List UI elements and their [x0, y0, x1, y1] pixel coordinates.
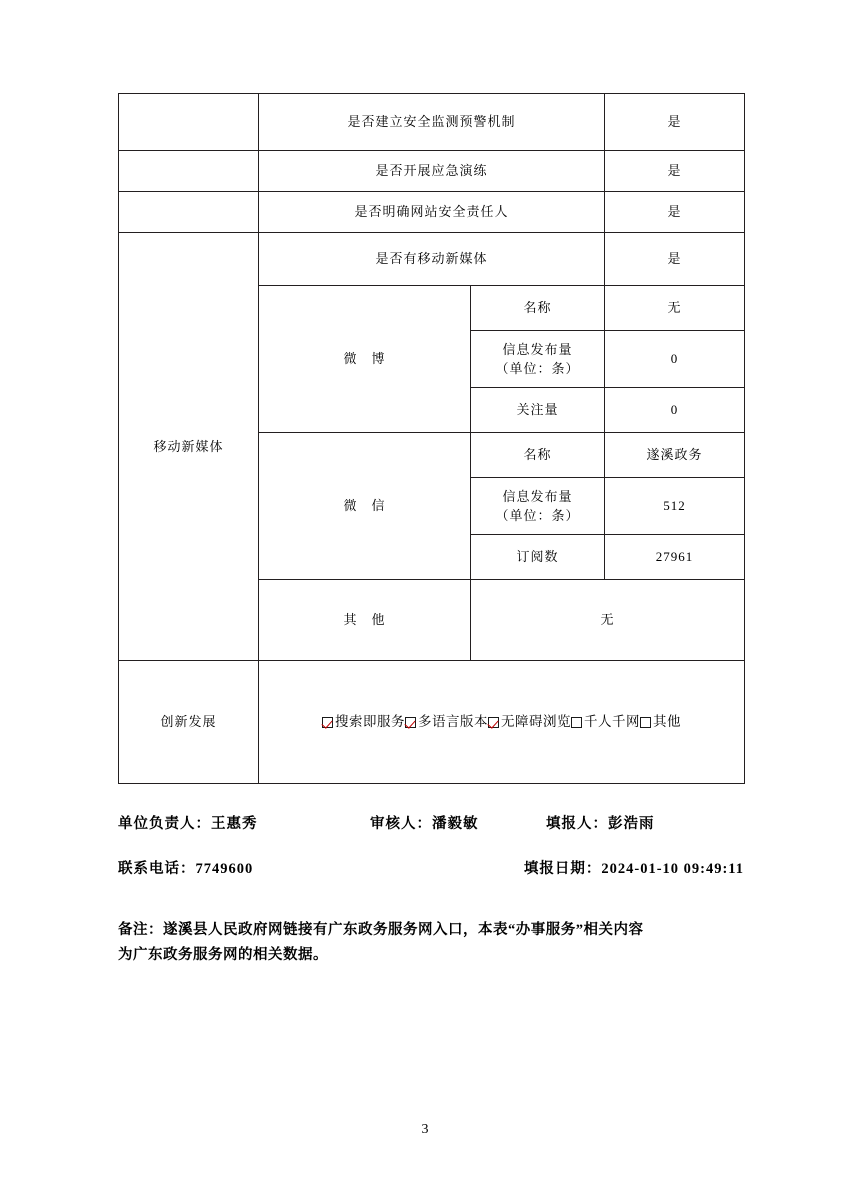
table-row: [119, 192, 745, 233]
label-weixin-subscribe: 订阅数: [471, 535, 605, 580]
checkbox-label: 千人千网: [584, 713, 640, 729]
reviewer-field: [370, 812, 546, 833]
label-weibo-publish: [471, 331, 605, 388]
label-weibo-follow: 关注量: [471, 388, 605, 433]
label-innovation: 创新发展: [119, 661, 259, 784]
checkbox-label: 其他: [653, 713, 681, 729]
checkbox-icon[interactable]: [405, 717, 416, 728]
checkbox-item-search-as-service[interactable]: [322, 712, 405, 732]
checkbox-icon[interactable]: [571, 717, 582, 728]
unit-leader-value: 王惠秀: [211, 816, 258, 832]
signature-row-1: [118, 812, 744, 833]
value-emergency-drill: 是: [605, 151, 745, 192]
date-field: [524, 857, 744, 878]
checkbox-item-other[interactable]: [640, 712, 681, 732]
value-weixin-name: 遂溪政务: [605, 433, 745, 478]
label-weixin: 微 信: [259, 433, 471, 580]
unit-leader-field: [118, 812, 370, 833]
annual-report-table: [118, 93, 745, 784]
value-site-security-owner: 是: [605, 192, 745, 233]
label-emergency-drill: 是否开展应急演练: [259, 151, 605, 192]
form-table-container: [118, 93, 744, 784]
remark-line-2: 为广东政务服务网的相关数据。: [118, 946, 328, 963]
value-security-monitoring: 是: [605, 94, 745, 151]
checkbox-item-personalized[interactable]: [571, 712, 640, 732]
unit-leader-label: 单位负责人：: [118, 816, 211, 832]
label-other-media: 其 他: [259, 580, 471, 661]
label-security-monitoring: 是否建立安全监测预警机制: [259, 94, 605, 151]
checkbox-icon[interactable]: [640, 717, 651, 728]
value-other-media: 无: [471, 580, 745, 661]
label-weibo-publish-line1: 信息发布量: [502, 341, 573, 357]
checkbox-label: 搜索即服务: [335, 713, 405, 729]
value-weixin-subscribe: 27961: [605, 535, 745, 580]
innovation-options-cell: [259, 661, 745, 784]
filler-value: 彭浩雨: [608, 816, 655, 832]
table-row: [119, 661, 745, 784]
label-weibo-publish-line2: （单位：条）: [495, 361, 580, 376]
reviewer-label: 审核人：: [370, 816, 432, 832]
date-value: 2024-01-10 09:49:11: [601, 861, 744, 877]
phone-value: 7749600: [195, 861, 254, 877]
phone-label: 联系电话：: [118, 861, 196, 877]
checkbox-label: 无障碍浏览: [501, 713, 571, 729]
label-weixin-publish-line1: 信息发布量: [502, 488, 573, 504]
table-row: [119, 151, 745, 192]
label-weixin-publish: [471, 478, 605, 535]
value-weixin-publish: 512: [605, 478, 745, 535]
value-weibo-follow: 0: [605, 388, 745, 433]
value-weibo-publish: 0: [605, 331, 745, 388]
label-site-security-owner: 是否明确网站安全责任人: [259, 192, 605, 233]
page-number: 3: [421, 1122, 429, 1137]
label-weixin-name: 名称: [471, 433, 605, 478]
section-label-mobile-media: 移动新媒体: [119, 233, 259, 661]
checkbox-item-accessibility[interactable]: [488, 712, 571, 732]
empty-left-cell: [119, 94, 259, 151]
remark-line-1: 备注：遂溪县人民政府网链接有广东政务服务网入口，本表“办事服务”相关内容: [118, 922, 644, 938]
reviewer-value: 潘毅敏: [432, 816, 479, 832]
value-has-mobile-media: 是: [605, 233, 745, 286]
value-weibo-name: 无: [605, 286, 745, 331]
date-label: 填报日期：: [523, 861, 602, 877]
signature-block: [118, 812, 744, 902]
remark-note: [118, 918, 740, 967]
table-row: [119, 94, 745, 151]
filler-field: [546, 812, 744, 833]
signature-row-2: [118, 857, 744, 878]
label-has-mobile-media: 是否有移动新媒体: [259, 233, 605, 286]
checkbox-icon[interactable]: [322, 717, 333, 728]
empty-left-cell: [119, 151, 259, 192]
empty-left-cell: [119, 192, 259, 233]
checkbox-item-multilingual[interactable]: [405, 712, 488, 732]
label-weibo-name: 名称: [471, 286, 605, 331]
label-weibo: 微 博: [259, 286, 471, 433]
table-row: [119, 233, 745, 286]
checkbox-label: 多语言版本: [418, 713, 488, 729]
innovation-checkbox-group: [262, 712, 741, 732]
label-weixin-publish-line2: （单位：条）: [495, 508, 580, 523]
checkbox-icon[interactable]: [488, 717, 499, 728]
phone-field: [118, 857, 524, 878]
filler-label: 填报人：: [546, 816, 608, 832]
